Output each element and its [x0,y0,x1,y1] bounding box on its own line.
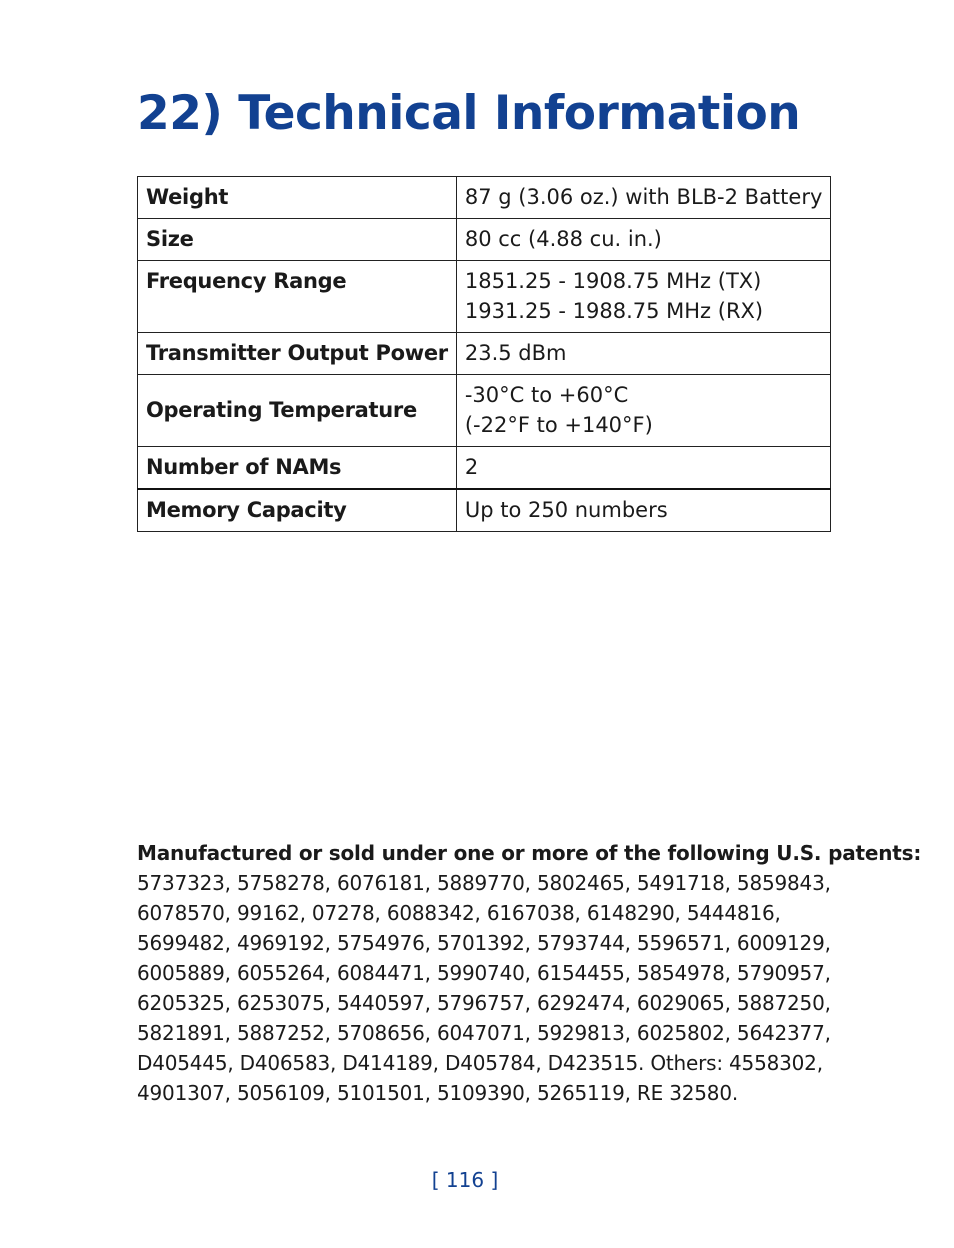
spec-value-line: 2 [464,455,479,479]
specifications-table [137,176,831,532]
table-row [138,333,831,375]
spec-label-size: Size [138,219,457,261]
page-number: [ 116 ] [431,1168,499,1192]
spec-value-line: 1851.25 - 1908.75 MHz (TX) [464,269,762,293]
spec-value-size [456,219,831,261]
patents-line: 4901307, 5056109, 5101501, 5109390, 5265119, RE 32580. [137,1081,739,1105]
spec-value-line: -30°C to +60°C [464,383,629,407]
patents-line: 5737323, 5758278, 6076181, 5889770, 5802465, 5491718, 5859843, [137,871,831,895]
page-title: 22) Technical Information [137,86,801,141]
spec-value-memory-capacity [456,489,831,532]
spec-label-transmitter-output-power: Transmitter Output Power [138,333,457,375]
spec-value-operating-temperature [456,375,831,447]
table-row [138,489,831,532]
patents-line: 6205325, 6253075, 5440597, 5796757, 6292474, 6029065, 5887250, [137,991,831,1015]
patents-line: 5821891, 5887252, 5708656, 6047071, 5929813, 6025802, 5642377, [137,1021,831,1045]
table-row [138,177,831,219]
patents-line: 6078570, 99162, 07278, 6088342, 6167038, 6148290, 5444816, [137,901,781,925]
spec-value-number-of-nams [456,447,831,490]
spec-value-line: 1931.25 - 1988.75 MHz (RX) [464,299,764,323]
spec-label-number-of-nams: Number of NAMs [138,447,457,490]
spec-label-operating-temperature: Operating Temperature [138,375,457,447]
table-row [138,261,831,333]
table-row [138,447,831,490]
spec-value-transmitter-output-power [456,333,831,375]
spec-value-frequency-range [456,261,831,333]
patents-heading: Manufactured or sold under one or more of the following U.S. patents: [137,841,922,865]
patents-line: 6005889, 6055264, 6084471, 5990740, 6154455, 5854978, 5790957, [137,961,831,985]
spec-value-line: 23.5 dBm [464,341,567,365]
spec-label-memory-capacity: Memory Capacity [138,489,457,532]
patents-line: 5699482, 4969192, 5754976, 5701392, 5793744, 5596571, 6009129, [137,931,831,955]
spec-value-line: (-22°F to +140°F) [464,413,653,437]
spec-value-line: Up to 250 numbers [464,498,668,522]
spec-value-line: 87 g (3.06 oz.) with BLB-2 Battery [464,185,823,209]
patents-line: D405445, D406583, D414189, D405784, D423515. Others: 4558302, [137,1051,823,1075]
table-row [138,219,831,261]
spec-value-weight [456,177,831,219]
patents-paragraph [137,838,922,1108]
spec-value-line: 80 cc (4.88 cu. in.) [464,227,662,251]
spec-label-weight: Weight [138,177,457,219]
spec-label-frequency-range: Frequency Range [138,261,457,333]
table-row [138,375,831,447]
